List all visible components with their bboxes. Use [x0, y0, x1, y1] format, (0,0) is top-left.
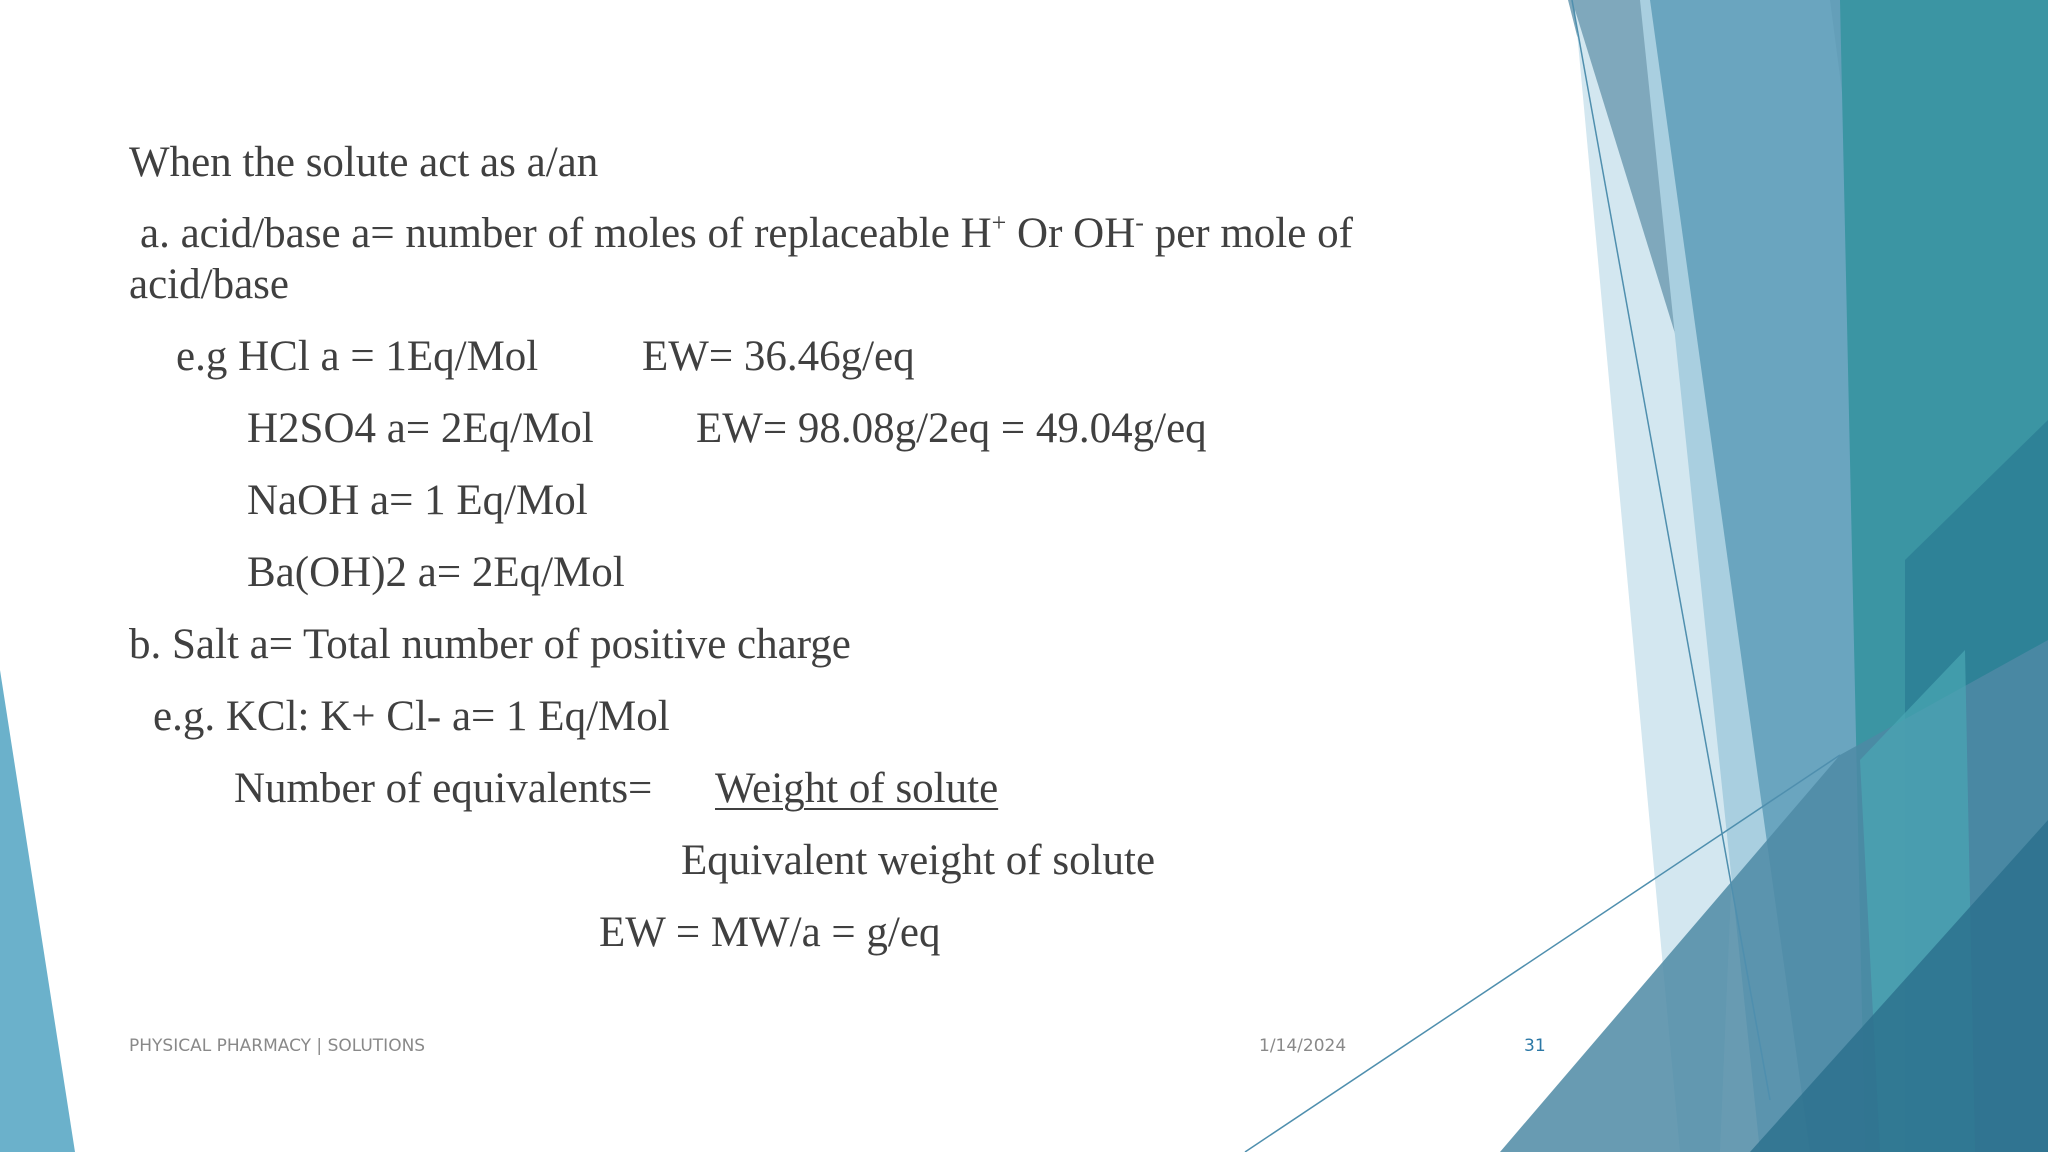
example-hcl-ew: EW= 36.46g/eq: [642, 333, 915, 380]
item-b-line: b. Salt a= Total number of positive charge: [129, 621, 851, 668]
intro-line: When the solute act as a/an: [129, 139, 599, 186]
example-h2so4-formula: H2SO4 a= 2Eq/Mol: [247, 405, 594, 452]
item-a-line: [140, 208, 1353, 257]
item-a-prefix: a. acid/base a= number of moles of replaceable H: [140, 210, 992, 257]
equivalents-label: Number of equivalents=: [234, 765, 653, 812]
item-a-mid: Or OH: [1006, 210, 1136, 257]
footer-date: 1/14/2024: [1259, 1036, 1347, 1056]
fraction-denominator: Equivalent weight of solute: [681, 837, 1156, 884]
item-b-example: e.g. KCl: K+ Cl- a= 1 Eq/Mol: [153, 693, 670, 740]
left-accent-facet: [0, 670, 75, 1152]
oh-minus-superscript: -: [1135, 208, 1144, 237]
fraction-numerator: Weight of solute: [715, 765, 999, 812]
slide-number: 31: [1524, 1036, 1546, 1056]
example-baoh2-formula: Ba(OH)2 a= 2Eq/Mol: [247, 549, 625, 596]
item-a-suffix: per mole of: [1143, 210, 1353, 257]
ew-formula: EW = MW/a = g/eq: [599, 909, 941, 956]
example-hcl-formula: e.g HCl a = 1Eq/Mol: [176, 333, 539, 380]
example-h2so4-ew: EW= 98.08g/2eq = 49.04g/eq: [696, 405, 1207, 452]
h-plus-superscript: +: [991, 208, 1007, 237]
example-naoh-formula: NaOH a= 1 Eq/Mol: [247, 477, 588, 524]
item-a-continuation: acid/base: [129, 261, 289, 308]
footer-title: PHYSICAL PHARMACY | SOLUTIONS: [129, 1036, 426, 1056]
